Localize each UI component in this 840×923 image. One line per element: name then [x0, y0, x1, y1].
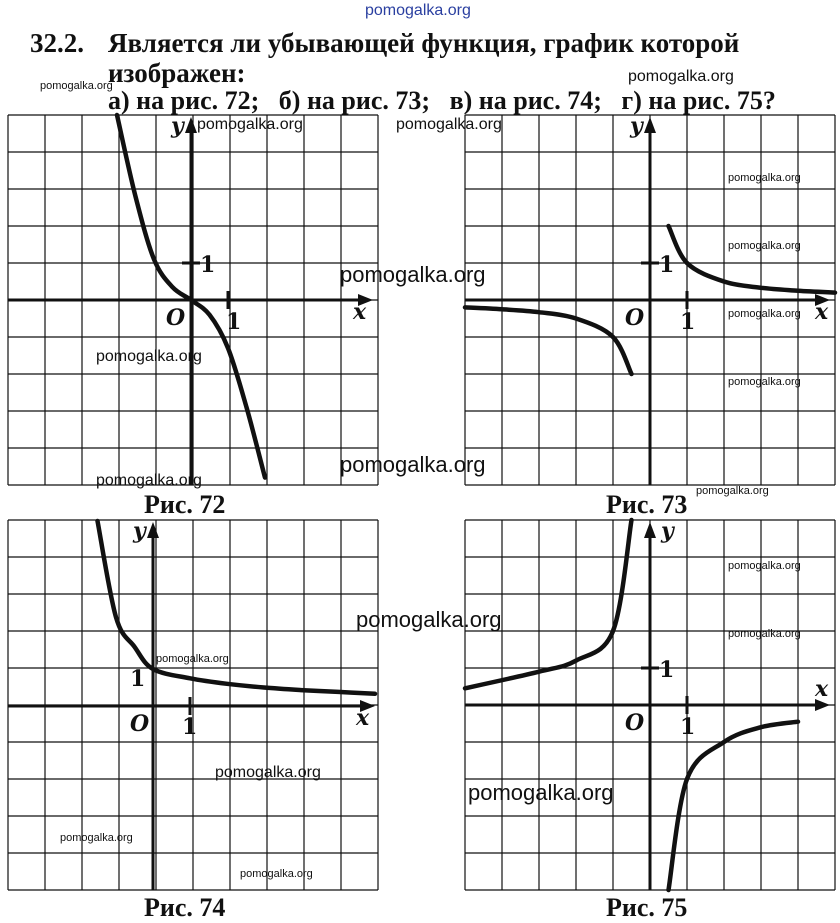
watermark: pomogalka.org	[156, 653, 229, 665]
watermark: pomogalka.org	[96, 472, 202, 489]
x-unit-label: 1	[226, 309, 242, 335]
watermark: pomogalka.org	[728, 560, 801, 572]
watermark: pomogalka.org	[40, 80, 113, 92]
watermark: pomogalka.org	[696, 485, 769, 497]
function-curve-left-branch	[465, 520, 632, 688]
watermark: pomogalka.org	[728, 376, 801, 388]
watermark: pomogalka.org	[728, 172, 801, 184]
caption-figure-75: Рис. 75	[606, 893, 688, 922]
function-curve-right-branch	[669, 226, 836, 293]
problem-statement: Является ли убывающей функция, график которой изображен:	[108, 28, 740, 88]
x-unit-label: 1	[680, 714, 696, 740]
watermark: pomogalka.org	[728, 628, 801, 640]
caption-figure-74: Рис. 74	[144, 893, 226, 922]
y-axis-label: y	[133, 518, 146, 544]
watermark: pomogalka.org	[197, 116, 303, 133]
x-unit-label: 1	[680, 309, 696, 335]
y-axis-label: y	[630, 113, 643, 139]
y-axis-label: y	[171, 113, 184, 139]
watermark: pomogalka.org	[96, 348, 202, 365]
watermark: pomogalka.org	[356, 607, 502, 632]
caption-figure-73: Рис. 73	[606, 490, 688, 519]
function-curve-right-branch	[669, 722, 799, 890]
option-a: а) на рис. 72;	[108, 86, 260, 115]
problem-number: 32.2.	[30, 28, 84, 58]
watermark: pomogalka.org	[240, 868, 313, 880]
watermark: pomogalka.org	[628, 68, 734, 85]
x-axis-label: x	[815, 676, 829, 702]
x-axis-label: x	[815, 299, 829, 325]
y-axis-arrow-icon	[644, 522, 656, 538]
watermark: pomogalka.org	[215, 764, 321, 781]
origin-label: O	[625, 710, 645, 736]
y-unit-label: 1	[200, 252, 216, 278]
figure-75	[465, 520, 835, 890]
figure-72	[8, 115, 378, 485]
option-d: г) на рис. 75?	[621, 86, 776, 115]
function-curve-left-branch	[465, 307, 632, 374]
problem-options	[108, 86, 776, 116]
watermark: pomogalka.org	[728, 308, 801, 320]
top-watermark: pomogalka.org	[365, 2, 471, 19]
option-c: в) на рис. 74;	[449, 86, 602, 115]
caption-figure-72: Рис. 72	[144, 490, 226, 519]
y-unit-label: 1	[659, 657, 675, 683]
y-unit-label: 1	[659, 252, 675, 278]
watermark: pomogalka.org	[60, 832, 133, 844]
x-unit-label: 1	[182, 714, 198, 740]
watermark: pomogalka.org	[728, 240, 801, 252]
y-axis-arrow-icon	[185, 117, 197, 133]
x-axis-label: x	[353, 299, 367, 325]
watermark: pomogalka.org	[340, 452, 486, 477]
figure-73	[465, 115, 835, 485]
watermark: pomogalka.org	[396, 116, 502, 133]
y-axis-label: y	[661, 518, 674, 544]
y-axis-arrow-icon	[644, 117, 656, 133]
watermark: pomogalka.org	[468, 780, 614, 805]
y-unit-label: 1	[130, 666, 146, 692]
x-axis-label: x	[356, 705, 370, 731]
y-axis-arrow-icon	[147, 522, 159, 538]
watermark: pomogalka.org	[340, 262, 486, 287]
origin-label: O	[166, 305, 186, 331]
origin-label: O	[130, 711, 150, 737]
option-b: б) на рис. 73;	[278, 86, 431, 115]
origin-label: O	[625, 305, 645, 331]
